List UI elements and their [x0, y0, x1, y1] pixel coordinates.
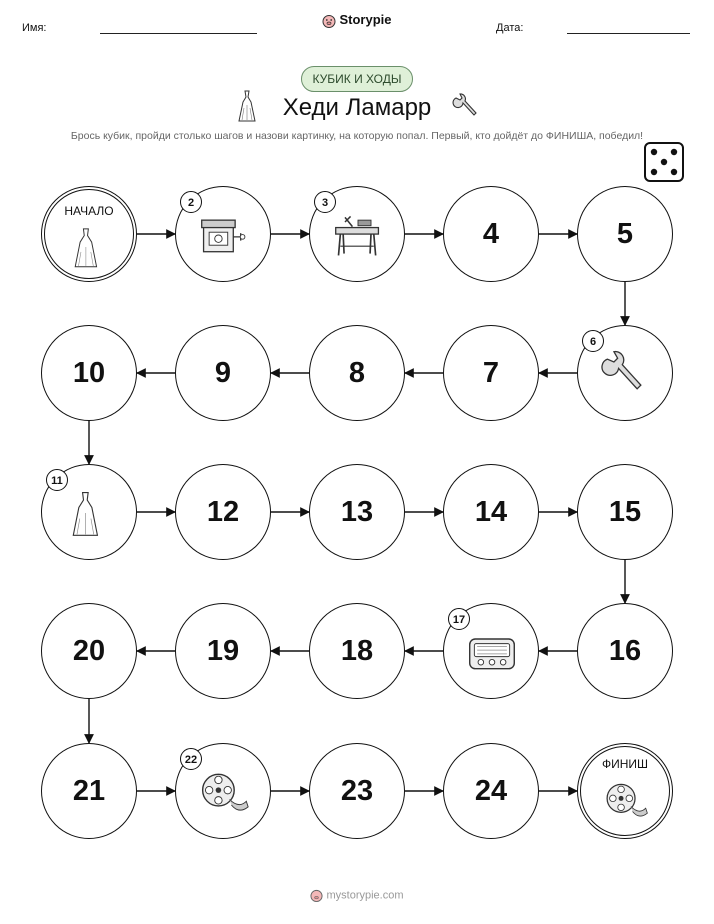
workbench-icon	[332, 209, 384, 261]
name-label: Имя:	[22, 22, 47, 34]
board-cell	[443, 186, 539, 282]
board-cell	[577, 603, 673, 699]
music-box-icon	[198, 209, 250, 261]
evening-gown-icon	[64, 487, 116, 539]
cell-number: 18	[340, 634, 374, 667]
wrench-icon	[600, 348, 652, 400]
cell-number: 16	[608, 634, 642, 667]
cell-number-badge: 11	[46, 469, 68, 491]
board-cell	[443, 603, 539, 699]
footer-url[interactable]: mystorypie.com	[326, 889, 404, 902]
finish-cell	[577, 743, 673, 839]
board-cell	[443, 743, 539, 839]
board-cell	[41, 603, 137, 699]
cell-number: 9	[214, 356, 232, 389]
cell-number: 4	[482, 217, 500, 250]
cell-number-badge: 3	[314, 191, 336, 213]
cell-number: 23	[340, 774, 374, 807]
film-reel-icon	[603, 777, 649, 823]
cell-number: 24	[474, 774, 508, 807]
board-cell	[309, 186, 405, 282]
board-cell	[175, 603, 271, 699]
cell-number-badge: 6	[582, 330, 604, 352]
board-cell	[443, 464, 539, 560]
cell-number: 14	[474, 495, 508, 528]
cell-number: 21	[72, 774, 106, 807]
cell-number: 19	[206, 634, 240, 667]
footer	[0, 889, 714, 902]
board-cell	[175, 186, 271, 282]
board-cell	[309, 743, 405, 839]
board-cell	[41, 325, 137, 421]
board-cell	[41, 743, 137, 839]
cell-number: 13	[340, 495, 374, 528]
cell-number: 8	[348, 356, 366, 389]
cell-number: 7	[482, 356, 500, 389]
board-cell	[175, 464, 271, 560]
date-label: Дата:	[496, 22, 524, 34]
cell-number: 20	[72, 634, 106, 667]
cell-number: 15	[608, 495, 642, 528]
board-cell	[577, 325, 673, 421]
board-cell	[309, 603, 405, 699]
board-cell	[577, 186, 673, 282]
cell-number: 10	[72, 356, 106, 389]
start-cell	[41, 186, 137, 282]
board-cell	[309, 464, 405, 560]
start-label: НАЧАЛО	[64, 204, 114, 218]
board-cell	[309, 325, 405, 421]
instructions: Брось кубик, пройди столько шагов и назови картинку, на которую попал. Первый, кто дойдёт до ФИНИША, победил!	[70, 130, 644, 142]
board-cell	[175, 743, 271, 839]
board-cell	[577, 464, 673, 560]
film-reel-icon	[198, 766, 250, 818]
brand-name: Storypie	[339, 12, 392, 27]
board-cell	[175, 325, 271, 421]
cell-number: 12	[206, 495, 240, 528]
finish-label: ФИНИШ	[601, 757, 649, 771]
cell-number-badge: 22	[180, 748, 202, 770]
board-cell	[41, 464, 137, 560]
radio-icon	[466, 626, 518, 678]
game-type-badge: КУБИК И ХОДЫ	[301, 66, 413, 92]
cell-number-badge: 2	[180, 191, 202, 213]
page-title: Хеди Ламарр	[282, 94, 432, 121]
cell-number-badge: 17	[448, 608, 470, 630]
board-cell	[443, 325, 539, 421]
evening-gown-icon	[67, 224, 113, 270]
cell-number: 5	[616, 217, 634, 250]
pig-logo-icon	[310, 889, 323, 902]
